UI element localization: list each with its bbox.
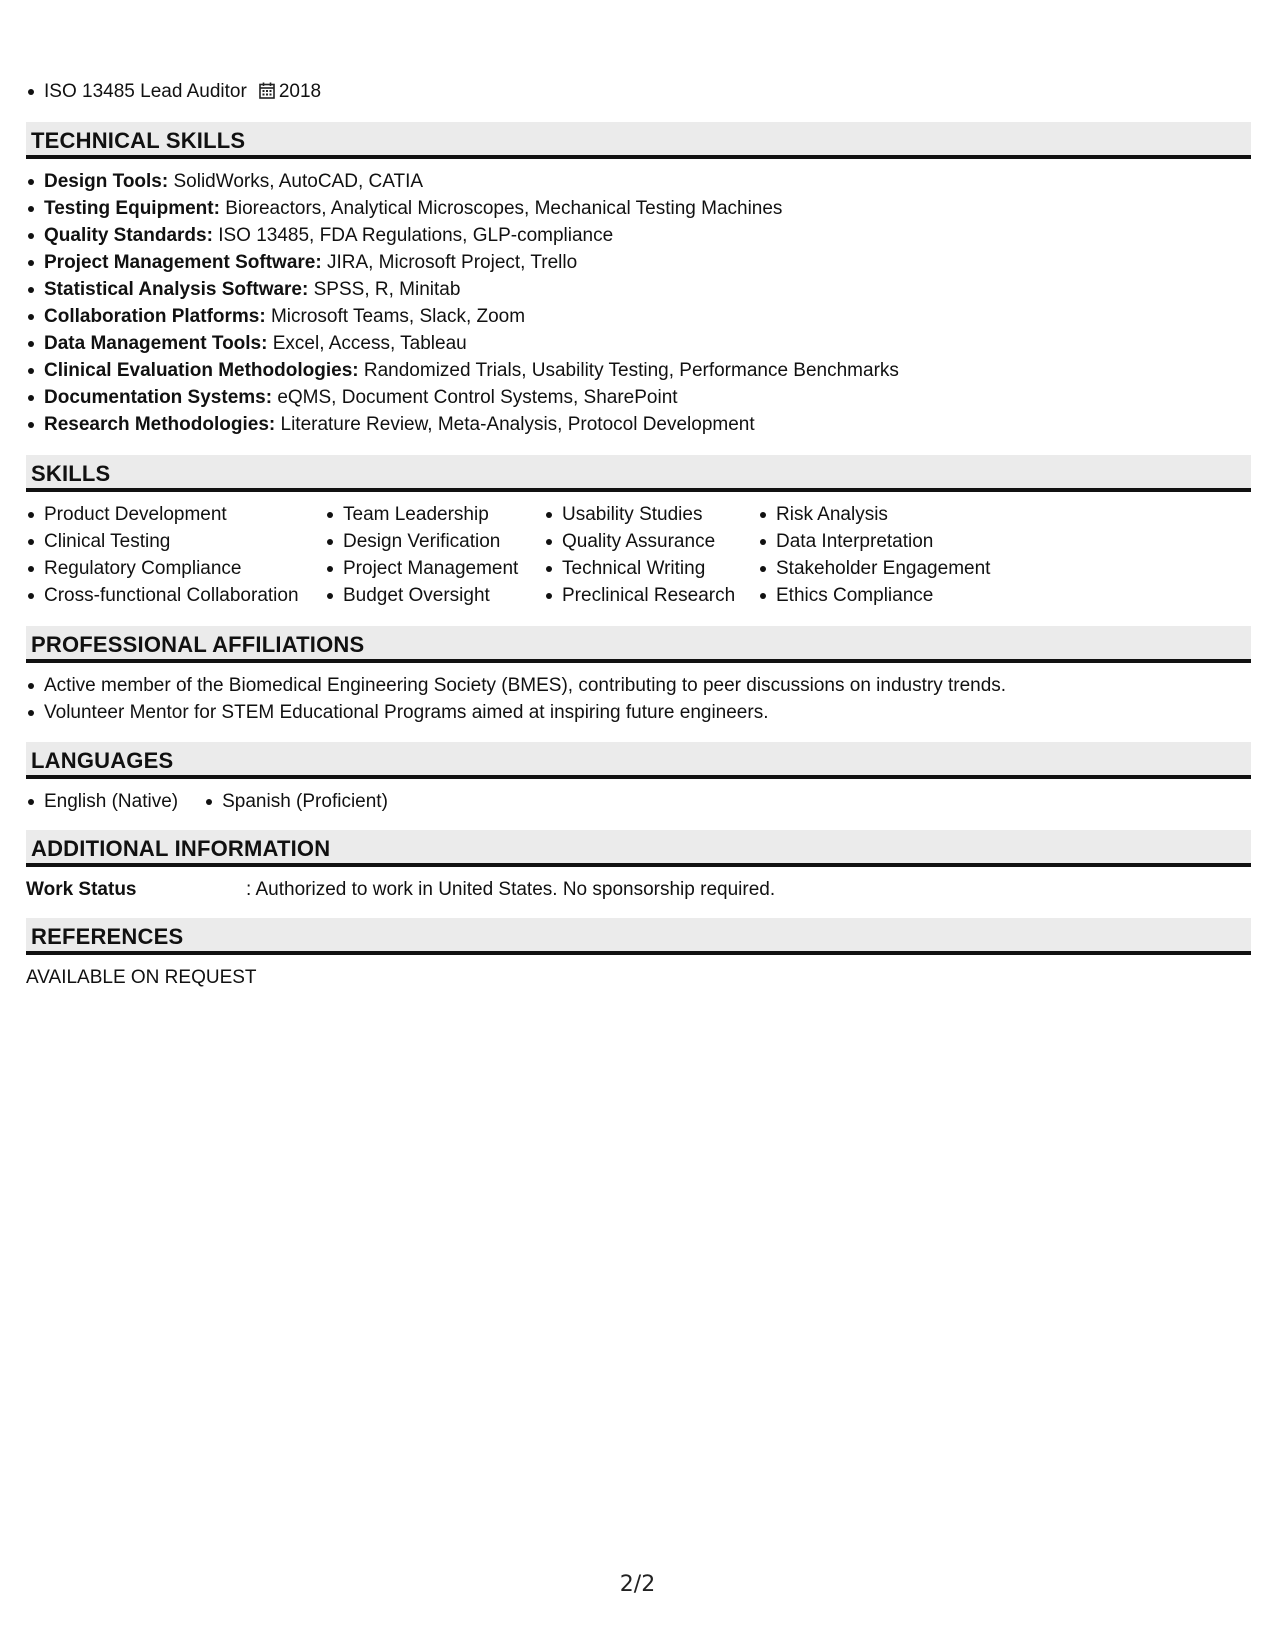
page-number: 2/2	[619, 1572, 656, 1597]
technical-skill-value: Randomized Trials, Usability Testing, Performance Benchmarks	[358, 360, 899, 381]
technical-skill-label: Project Management Software:	[44, 252, 322, 273]
technical-skill-value: SPSS, R, Minitab	[308, 279, 461, 300]
certification-name: ISO 13485 Lead Auditor	[44, 81, 247, 102]
technical-skill-value: SolidWorks, AutoCAD, CATIA	[168, 171, 424, 192]
skill-item: Preclinical Research	[544, 582, 758, 609]
technical-skill-item	[26, 357, 899, 384]
section-header-skills	[26, 455, 1251, 492]
skill-item: Product Development	[26, 501, 325, 528]
section-title: ADDITIONAL INFORMATION	[31, 836, 331, 861]
work-status-row	[26, 876, 775, 903]
technical-skill-label: Collaboration Platforms:	[44, 306, 266, 327]
technical-skill-item	[26, 384, 899, 411]
work-status-value: : Authorized to work in United States. No sponsorship required.	[246, 879, 776, 900]
technical-skill-value: Microsoft Teams, Slack, Zoom	[265, 306, 526, 327]
technical-skill-value: eQMS, Document Control Systems, SharePoint	[272, 387, 678, 408]
technical-skill-value: Literature Review, Meta-Analysis, Protocol Development	[275, 414, 755, 435]
skill-item: Stakeholder Engagement	[758, 555, 1058, 582]
skill-item: Ethics Compliance	[758, 582, 1058, 609]
skill-item: Team Leadership	[325, 501, 544, 528]
technical-skill-value: JIRA, Microsoft Project, Trello	[321, 252, 578, 273]
certification-list	[26, 78, 321, 107]
skill-item: Regulatory Compliance	[26, 555, 325, 582]
skill-item: Technical Writing	[544, 555, 758, 582]
skill-item: Quality Assurance	[544, 528, 758, 555]
section-title: SKILLS	[31, 461, 111, 486]
work-status-label: Work Status	[26, 879, 137, 900]
affiliation-item: Active member of the Biomedical Engineering Society (BMES), contributing to peer discussions on industry trends.	[26, 672, 1006, 699]
skill-item: Clinical Testing	[26, 528, 325, 555]
skill-item: Data Interpretation	[758, 528, 1058, 555]
skills-grid	[26, 501, 1058, 609]
certification-year: 2018	[278, 81, 322, 102]
technical-skill-label: Clinical Evaluation Methodologies:	[44, 360, 359, 381]
section-title: REFERENCES	[31, 924, 184, 949]
skill-item: Project Management	[325, 555, 544, 582]
technical-skill-value: Excel, Access, Tableau	[267, 333, 467, 354]
technical-skill-item	[26, 168, 899, 195]
section-header-references	[26, 918, 1251, 955]
technical-skill-label: Statistical Analysis Software:	[44, 279, 309, 300]
skill-item: Budget Oversight	[325, 582, 544, 609]
skills-column	[325, 501, 544, 609]
languages-list	[26, 788, 414, 815]
certification-item	[26, 78, 321, 107]
language-item: Spanish (Proficient)	[204, 788, 388, 815]
language-item: English (Native)	[26, 788, 178, 815]
section-title: LANGUAGES	[31, 748, 174, 773]
section-title: PROFESSIONAL AFFILIATIONS	[31, 632, 365, 657]
skill-item: Cross-functional Collaboration	[26, 582, 325, 609]
technical-skill-item	[26, 276, 899, 303]
affiliation-item: Volunteer Mentor for STEM Educational Programs aimed at inspiring future engineers.	[26, 699, 1006, 726]
technical-skill-value: Bioreactors, Analytical Microscopes, Mechanical Testing Machines	[219, 198, 783, 219]
skill-item: Risk Analysis	[758, 501, 1058, 528]
technical-skill-item	[26, 249, 899, 276]
skills-column	[758, 501, 1058, 609]
technical-skill-label: Research Methodologies:	[44, 414, 276, 435]
technical-skill-value: ISO 13485, FDA Regulations, GLP-compliance	[212, 225, 614, 246]
section-header-languages	[26, 742, 1251, 779]
affiliations-list	[26, 672, 1006, 726]
technical-skill-item	[26, 303, 899, 330]
technical-skill-item	[26, 222, 899, 249]
section-header-additional-info	[26, 830, 1251, 867]
section-header-technical-skills	[26, 122, 1251, 159]
skill-item: Usability Studies	[544, 501, 758, 528]
technical-skill-label: Testing Equipment:	[44, 198, 220, 219]
technical-skill-item	[26, 195, 899, 222]
technical-skill-item	[26, 411, 899, 438]
calendar-icon	[259, 80, 275, 107]
technical-skill-label: Data Management Tools:	[44, 333, 268, 354]
section-header-affiliations	[26, 626, 1251, 663]
technical-skills-list	[26, 168, 899, 438]
skill-item: Design Verification	[325, 528, 544, 555]
section-title: TECHNICAL SKILLS	[31, 128, 246, 153]
technical-skill-label: Quality Standards:	[44, 225, 213, 246]
technical-skill-label: Design Tools:	[44, 171, 169, 192]
skills-column	[26, 501, 325, 609]
technical-skill-label: Documentation Systems:	[44, 387, 273, 408]
skills-column	[544, 501, 758, 609]
technical-skill-item	[26, 330, 899, 357]
references-text: AVAILABLE ON REQUEST	[26, 967, 257, 988]
